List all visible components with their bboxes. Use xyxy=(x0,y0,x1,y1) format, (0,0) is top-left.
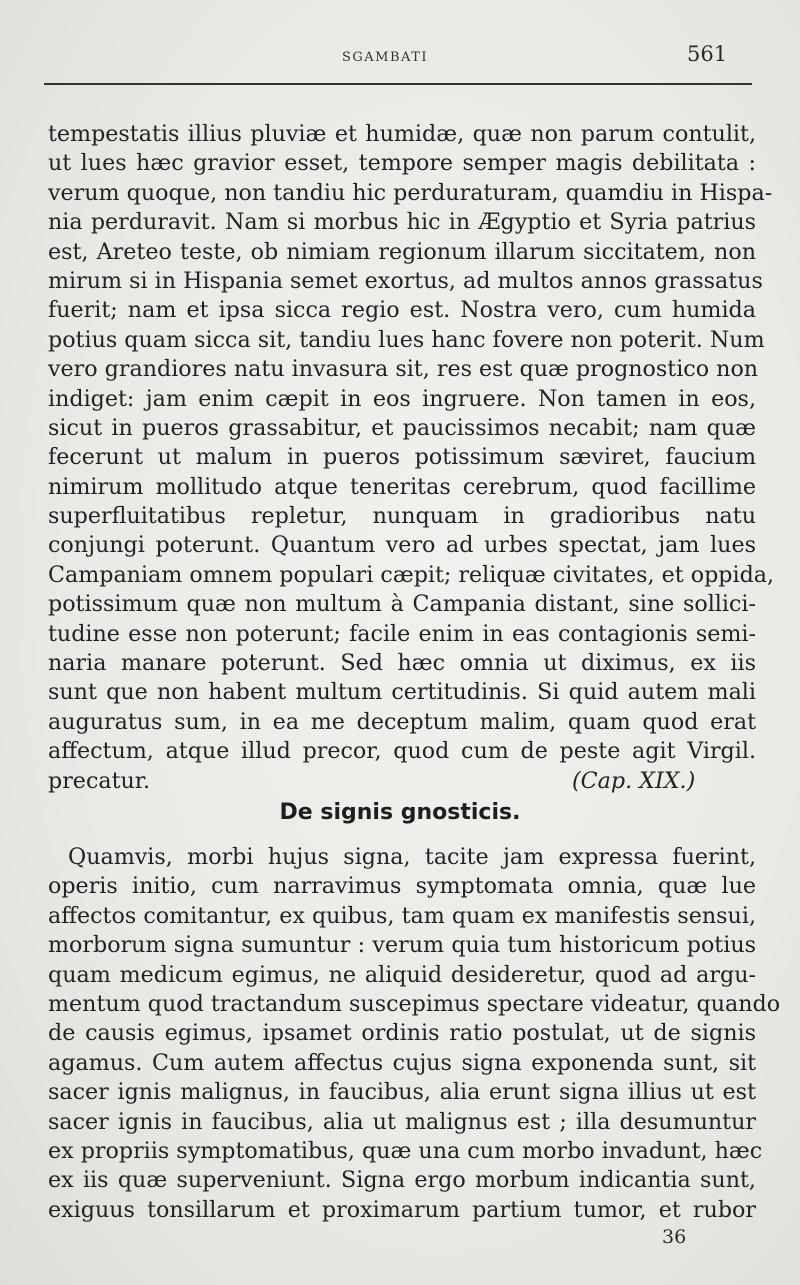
text-line: sunt que non habent multum certitudinis. Si quid autem mali xyxy=(48,679,756,706)
text-line: est, Areteo teste, ob nimiam regionum illarum siccitatem, non xyxy=(48,238,756,265)
section-heading: De signis gnosticis. xyxy=(279,800,521,825)
text-line: nimirum mollitudo atque teneritas cerebrum, quod facillime xyxy=(48,473,756,500)
text-line: affectum, atque illud precor, quod cum de peste agit Virgil. xyxy=(48,738,756,765)
text-line: tempestatis illius pluviæ et humidæ, quæ non parum contulit, xyxy=(48,121,756,147)
running-head xyxy=(0,40,800,76)
text-line: fuerit; nam et ipsa sicca regio est. Nostra vero, cum humida xyxy=(48,297,756,324)
text-line: mentum quod tractandum suscepimus spectare videatur, quando xyxy=(48,990,781,1017)
text-line: sacer ignis malignus, in faucibus, alia erunt signa illius ut est xyxy=(48,1079,756,1106)
text-line: indiget: jam enim cæpit in eos ingruere. Non tamen in eos, xyxy=(48,385,756,412)
running-title: SGAMBATI xyxy=(342,50,429,65)
text-line: quam medicum egimus, ne aliquid desideretur, quod ad argu- xyxy=(48,961,756,988)
text-line: potissimum quæ non multum à Campania distant, sine sollici- xyxy=(48,591,756,618)
text-line: conjungi poterunt. Quantum vero ad urbes spectat, jam lues xyxy=(48,532,756,559)
text-line: ut lues hæc gravior esset, tempore semper magis debilitata : xyxy=(48,150,756,177)
text-line: superfluitatibus repletur, nunquam in gradioribus natu xyxy=(48,503,756,530)
text-line-with-citation xyxy=(48,767,756,796)
text-line: Campaniam omnem populari cæpit; reliquæ civitates, et oppida, xyxy=(48,561,775,588)
paragraph-2 xyxy=(48,843,781,1225)
text-line-final: precatur. xyxy=(48,767,151,794)
chapter-citation: (Cap. XIX.) xyxy=(572,767,696,794)
text-line: sacer ignis in faucibus, alia ut malignus est ; illa desumuntur xyxy=(48,1108,756,1135)
text-line: auguratus sum, in ea me deceptum malim, quam quod erat xyxy=(48,708,756,735)
paragraph-1 xyxy=(48,120,775,796)
text-line: mirum si in Hispania semet exortus, ad multos annos grassatus xyxy=(48,267,763,294)
text-line: naria manare poterunt. Sed hæc omnia ut diximus, ex iis xyxy=(48,650,756,677)
text-line: vero grandiores natu invasura sit, res est quæ prognostico non xyxy=(48,356,759,383)
text-line: exiguus tonsillarum et proximarum partium tumor, et rubor xyxy=(48,1196,756,1223)
text-line: Quamvis, morbi hujus signa, tacite jam expressa fuerint, xyxy=(68,844,756,870)
page-number: 561 xyxy=(687,42,728,66)
text-line: tudine esse non poterunt; facile enim in eas contagionis semi- xyxy=(48,620,756,647)
text-line: fecerunt ut malum in pueros potissimum sæviret, faucium xyxy=(48,444,756,471)
text-line: verum quoque, non tandiu hic perduraturam, quamdiu in Hispa- xyxy=(48,179,773,206)
text-line: de causis egimus, ipsamet ordinis ratio postulat, ut de signis xyxy=(48,1020,756,1047)
text-line: agamus. Cum autem affectus cujus signa exponenda sunt, sit xyxy=(48,1049,756,1076)
text-line: ex iis quæ superveniunt. Signa ergo morbum indicantia sunt, xyxy=(48,1167,756,1194)
header-rule xyxy=(44,83,752,85)
signature-mark: 36 xyxy=(662,1226,687,1248)
text-line: sicut in pueros grassabitur, et paucissimos necabit; nam quæ xyxy=(48,414,756,441)
text-line: operis initio, cum narravimus symptomata omnia, quæ lue xyxy=(48,873,756,900)
text-line: affectos comitantur, ex quibus, tam quam ex manifestis sensui, xyxy=(48,902,756,929)
text-line: ex propriis symptomatibus, quæ una cum morbo invadunt, hæc xyxy=(48,1137,763,1164)
text-line: nia perduravit. Nam si morbus hic in Ægyptio et Syria patrius xyxy=(48,209,756,236)
text-line: potius quam sicca sit, tandiu lues hanc fovere non poterit. Num xyxy=(48,326,765,353)
text-line: morborum signa sumuntur : verum quia tum historicum potius xyxy=(48,932,756,959)
